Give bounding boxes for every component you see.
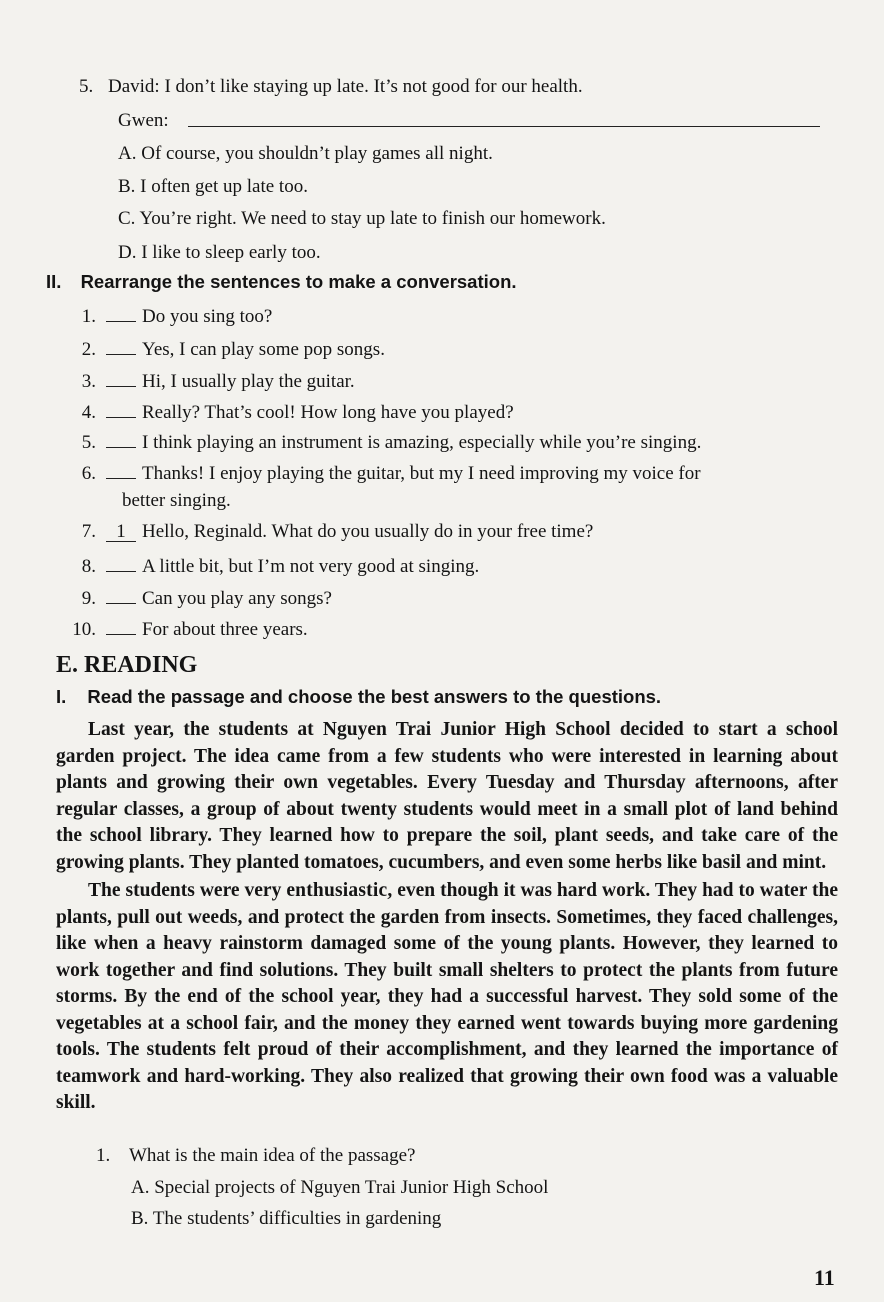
item-number: 9.: [81, 588, 96, 609]
answer-blank[interactable]: [106, 303, 136, 322]
item-text: Can you play any songs?: [142, 588, 332, 609]
reading-option-b[interactable]: B. The students’ difficulties in gardening: [131, 1208, 442, 1229]
item-number: 1.: [81, 306, 96, 327]
answer-blank[interactable]: [106, 616, 136, 635]
item-text: Really? That’s cool! How long have you played?: [142, 402, 514, 423]
paragraph-text: , even though it was hard work. They had to water the plants, pull out weeds, and protect the garden from insects. Sometimes, they faced challenges, like when a heavy rainstorm damaged some of the young plants. However, they learned to work together and find solutions. They built small shelters to protect the plants from future storms. By the end of the school year, they had a successful harvest. They sold some of the vegetables at a school fair, and the money they earned went towards buying more gardening tools. The students felt proud of their accomplishment, and they learned the importance of teamwork and hard-working. They also realized that growing their own food was a valuable skill.: [56, 880, 838, 1113]
option-c[interactable]: C. You’re right. We need to stay up late to finish our homework.: [118, 208, 606, 229]
item-number: 4.: [81, 402, 96, 423]
question-number: 1.: [96, 1145, 111, 1166]
item-number: 7.: [81, 521, 96, 542]
question-number: 5.: [79, 76, 94, 97]
question-text: What is the main idea of the passage?: [129, 1145, 416, 1166]
item-text: For about three years.: [142, 619, 308, 640]
reading-sub-number: I.: [56, 686, 67, 707]
paragraph-text: The students were very: [88, 880, 287, 901]
answer-blank[interactable]: [106, 429, 136, 448]
reading-heading: E. READING: [56, 652, 198, 678]
item-number: 5.: [81, 432, 96, 453]
conversation-item: [60, 368, 355, 393]
item-text: Do you sing too?: [142, 306, 273, 327]
conversation-item: [60, 521, 593, 543]
reading-instruction-row: [56, 686, 661, 708]
item-text: Hello, Reginald. What do you usually do in your free time?: [142, 521, 594, 542]
item-text: I think playing an instrument is amazing, especially while you’re singing.: [142, 432, 702, 453]
gwen-label: Gwen:: [118, 110, 169, 131]
option-a[interactable]: A. Of course, you shouldn’t play games all night.: [118, 143, 493, 164]
answer-blank[interactable]: 1: [106, 523, 136, 542]
section-instruction: Rearrange the sentences to make a conversation.: [80, 271, 517, 292]
conversation-item: [60, 553, 479, 578]
passage-paragraph-2: [56, 878, 838, 1117]
conversation-item: [60, 585, 332, 610]
reading-instruction: Read the passage and choose the best answers to the questions.: [87, 686, 662, 707]
question-5: [79, 76, 583, 98]
answer-blank[interactable]: [106, 336, 136, 355]
option-d[interactable]: D. I like to sleep early too.: [118, 242, 321, 263]
passage-paragraph-1: Last year, the students at Nguyen Trai Junior High School decided to start a school garden project. The idea came from a few students who were interested in learning about plants and growing their own vegetables. Every Tuesday and Thursday afternoons, after regular classes, a group of about twenty students would meet in a small plot of land behind the school library. They learned how to prepare the soil, plant seeds, and take care of the growing plants. They planted tomatoes, cucumbers, and even some herbs like basil and mint.: [56, 719, 838, 873]
question-prompt: David: I don’t like staying up late. It’s not good for our health.: [108, 76, 583, 97]
item-number: 6.: [81, 463, 96, 484]
option-b[interactable]: B. I often get up late too.: [118, 176, 308, 197]
conversation-item: [60, 303, 272, 328]
answer-blank[interactable]: [106, 399, 136, 418]
conversation-item: [60, 616, 308, 641]
answer-blank[interactable]: [106, 368, 136, 387]
item-number: 8.: [81, 556, 96, 577]
reading-passage: [56, 717, 838, 1117]
item-text: Yes, I can play some pop songs.: [142, 339, 385, 360]
item-continuation: better singing.: [122, 490, 231, 511]
conversation-item: [60, 460, 701, 485]
conversation-item: [60, 429, 701, 454]
item-number: 10.: [72, 619, 96, 640]
reading-option-a[interactable]: A. Special projects of Nguyen Trai Junior High School: [131, 1177, 549, 1198]
reading-question-1: [96, 1145, 415, 1167]
item-text: Hi, I usually play the guitar.: [142, 371, 355, 392]
item-text: Thanks! I enjoy playing the guitar, but my I need improving my voice for: [142, 463, 701, 484]
answer-blank[interactable]: [106, 585, 136, 604]
item-number: 3.: [81, 371, 96, 392]
item-number: 2.: [81, 339, 96, 360]
conversation-item: [60, 336, 385, 361]
section-ii-heading: [46, 271, 517, 293]
item-text: A little bit, but I’m not very good at singing.: [142, 556, 480, 577]
answer-line[interactable]: [188, 104, 820, 127]
section-number: II.: [46, 271, 62, 292]
page-number: 11: [814, 1265, 835, 1290]
emphasized-word: enthusiastic: [286, 880, 388, 901]
answer-blank[interactable]: [106, 460, 136, 479]
conversation-item: [60, 399, 514, 424]
answer-blank[interactable]: [106, 553, 136, 572]
